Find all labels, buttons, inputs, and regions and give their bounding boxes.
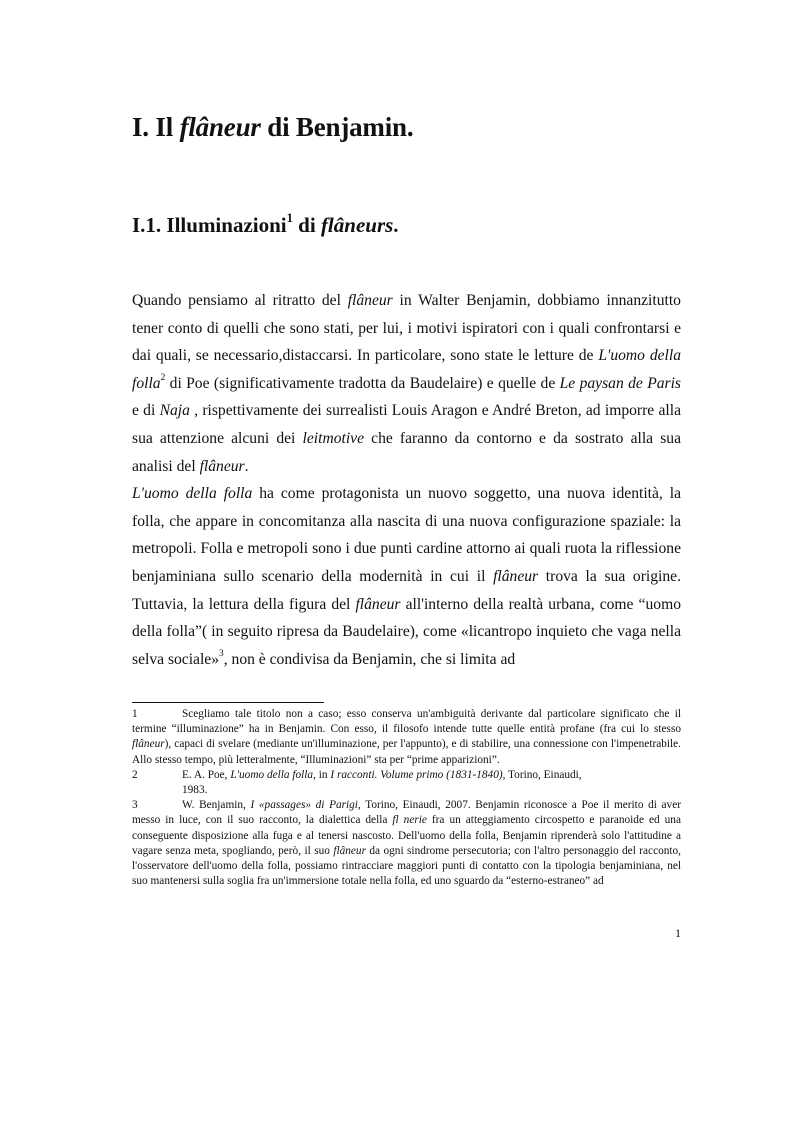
section-title: I.1. Illuminazioni$^1$ di flâneurs. xyxy=(132,211,399,237)
footnote-number: 2 xyxy=(132,768,138,781)
footnote-ref-1[interactable]: 1 xyxy=(286,211,293,226)
footnote-number: 1 xyxy=(132,708,138,720)
footnote-2: 2 E. A. Poe, L'uomo della folla, in I racconti. Volume primo (1831-1840), Torino, Einaudi, xyxy=(132,768,681,783)
body-text xyxy=(132,287,681,673)
chapter-title: I. Il flâneur di Benjamin. xyxy=(132,112,414,142)
footnote-1: 1 Scegliamo tale titolo non a caso; esso conserva un'ambiguità derivante dal particolare significato che il termine “illuminazione” ha in Benjamin. Con esso, il filosofo intende tutte quelle entità profane (fra cui lo stesso flâneur), capaci di svelare (mediante un'illuminazione, per l'appunto), e di stabilire, una connessione con l'impenetrabile. Allo stesso tempo, più letteralmente, “Illuminazioni” sta per “prime apparizioni”. xyxy=(132,708,681,766)
page-number: 1 xyxy=(675,926,681,940)
paragraph-1: Quando pensiamo al ritratto del flâneur in Walter Benjamin, dobbiamo innanzitutto tener conto di quelli che sono stati, per lui, i motivi ispiratori con i quali confrontarsi e dai quali, se necessario,distaccarsi. In particolare, sono state le letture de L'uomo della folla$^2$ di Poe (significativamente tradotta da Baudelaire) e quelle de Le paysan de Paris e di Naja , rispettivamente dei surrealisti Louis Aragon e André Breton, ad imporre alla sua attenzione alcuni dei leitmotive che faranno da contorno e da sostrato alla sua analisi del flâneur. xyxy=(132,292,682,475)
footnote-3: 3 W. Benjamin, I «passages» di Parigi, Torino, Einaudi, 2007. Benjamin riconosce a Poe il merito di aver messo in luce, con il suo racconto, la dialettica della fl nerie fra un atteggiamento circospetto e paranoide ed una conseguente disposizione alla fuga e al tenersi nascosto. Dell'uomo della folla, Benjamin riprenderà solo l'attitudine a vagare senza meta, spogliando, però, il suo flâneur da ogni sindrome persecutoria; con l'altro personaggio del racconto, l'osservatore dell'uomo della folla, possiamo rintracciare maggiori punti di contatto con la tipologia benjaminiana, nel suo mantenersi sulla soglia fra un'immersione totale nella folla, ed uno sguardo da “esterno-estraneo” ad xyxy=(132,799,681,888)
footnote-ref-2[interactable]: 2 xyxy=(160,373,166,384)
footnote-ref-3[interactable]: 3 xyxy=(219,649,224,660)
paragraph-2: L'uomo della folla ha come protagonista un nuovo soggetto, una nuova identità, la folla, che appare in concomitanza alla nascita di una nuova configurazione spaziale: la metropoli. Folla e metropoli sono i due punti cardine attorno ai quali ruota la riflessione benjaminiana sullo scenario della modernità in cui il flâneur trova la sua origine. Tuttavia, la lettura della figura del flâneur all'interno della realtà urbana, come “uomo della folla”( in seguito ripresa da Baudelaire), come «licantropo inquieto che vaga nella selva sociale»$^3$, non è condivisa da Benjamin, che si limita ad xyxy=(132,485,682,668)
footnote-2-year: 1983. xyxy=(182,784,208,797)
footnote-separator xyxy=(132,702,324,703)
footnotes xyxy=(132,707,681,889)
footnote-number: 3 xyxy=(132,799,138,812)
